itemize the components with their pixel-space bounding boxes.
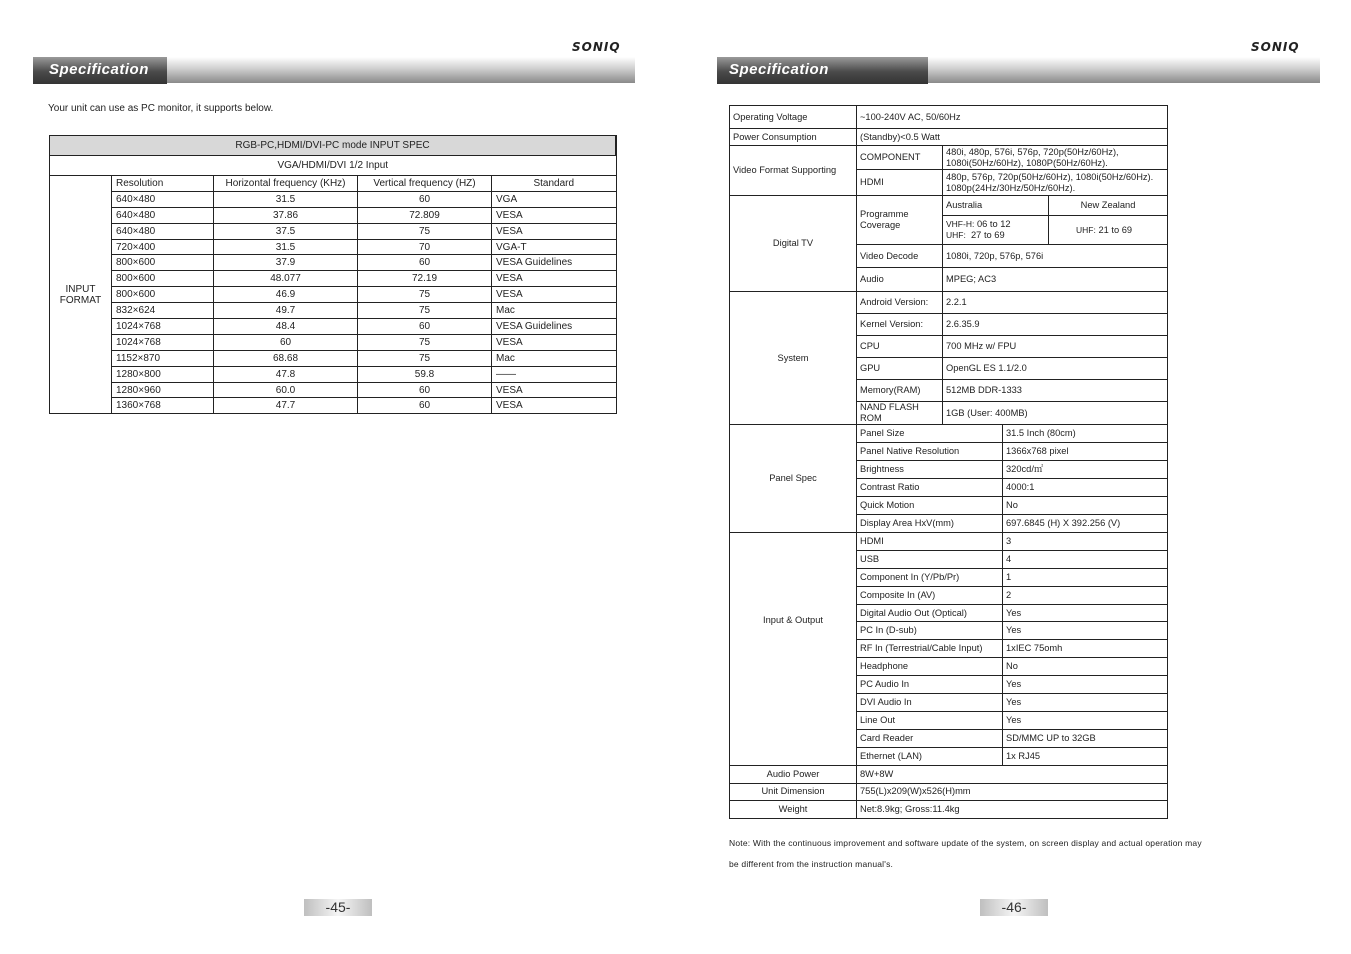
page-number-right: -46-	[980, 899, 1048, 916]
spec-sublabel: Brightness	[857, 461, 1003, 479]
table-row	[50, 223, 617, 239]
table-cell: 800×600	[112, 271, 214, 287]
spec-value: 1	[1003, 568, 1168, 586]
spec-sublabel: USB	[857, 550, 1003, 568]
spec-group-label: Panel Spec	[730, 425, 857, 533]
spec-sublabel: COMPONENT	[857, 146, 943, 170]
table-cell: VGA	[492, 191, 617, 207]
table-cell: 49.7	[214, 303, 358, 319]
spec-group-label: Audio Power	[730, 765, 857, 783]
spec-group-label: Weight	[730, 800, 857, 818]
section-title-left: Specification	[33, 57, 167, 84]
table-cell: 75	[358, 303, 492, 319]
spec-table	[729, 105, 1168, 819]
spec-value: No	[1003, 658, 1168, 676]
table-cell: 60	[358, 398, 492, 414]
spec-value: 512MB DDR-1333	[943, 380, 1168, 402]
spec-sublabel: DVI Audio In	[857, 694, 1003, 712]
note-text: be different from the instruction manual's.	[729, 859, 894, 869]
column-header: Standard	[492, 176, 617, 192]
table-row	[50, 382, 617, 398]
table-title: RGB-PC,HDMI/DVI-PC mode INPUT SPEC	[50, 136, 617, 156]
table-cell: 68.68	[214, 350, 358, 366]
spec-value: Net:8.9kg; Gross:11.4kg	[857, 800, 1168, 818]
spec-value: 1GB (User: 400MB)	[943, 402, 1168, 425]
spec-sublabel: PC In (D-sub)	[857, 622, 1003, 640]
spec-sublabel: Programme Coverage	[857, 196, 943, 245]
spec-label: Operating Voltage	[730, 106, 857, 129]
table-row	[50, 398, 617, 414]
spec-sublabel: Display Area HxV(mm)	[857, 515, 1003, 533]
spec-sublabel: Panel Size	[857, 425, 1003, 443]
table-cell: VESA Guidelines	[492, 255, 617, 271]
section-title-right: Specification	[717, 57, 928, 84]
au-vhf-range: 06 to 12	[976, 219, 1011, 229]
spec-value: 1366x768 pixel	[1003, 443, 1168, 461]
table-cell: VESA Guidelines	[492, 319, 617, 335]
table-cell: 75	[358, 334, 492, 350]
spec-sublabel: Audio	[857, 268, 943, 292]
spec-value: 697.6845 (H) X 392.256 (V)	[1003, 515, 1168, 533]
spec-value: Yes	[1003, 711, 1168, 729]
region-australia: Australia	[943, 196, 1049, 216]
table-subtitle: VGA/HDMI/DVI 1/2 Input	[50, 156, 617, 176]
spec-value: Yes	[1003, 622, 1168, 640]
table-cell: 70	[358, 239, 492, 255]
table-cell: ——	[492, 366, 617, 382]
spec-sublabel: GPU	[857, 358, 943, 380]
table-cell: 1360×768	[112, 398, 214, 414]
table-cell: 60	[358, 191, 492, 207]
spec-value: 2.2.1	[943, 292, 1168, 314]
spec-value: 2.6.35.9	[943, 314, 1168, 336]
au-uhf-range: 27 to 69	[971, 230, 1005, 240]
brand-logo-left: SONIQ	[572, 40, 621, 54]
table-cell: 640×480	[112, 191, 214, 207]
table-row	[50, 366, 617, 382]
table-cell: VESA	[492, 398, 617, 414]
table-cell: 75	[358, 287, 492, 303]
table-cell: 37.86	[214, 207, 358, 223]
table-cell: 60	[358, 382, 492, 398]
column-header: Resolution	[112, 176, 214, 192]
spec-row	[730, 425, 1168, 443]
table-row	[50, 319, 617, 335]
page-number-left: -45-	[304, 899, 372, 916]
table-cell: VESA	[492, 223, 617, 239]
spec-sublabel: Line Out	[857, 711, 1003, 729]
nz-channels	[1049, 216, 1168, 245]
spec-value: 1xIEC 75omh	[1003, 640, 1168, 658]
table-cell: VESA	[492, 334, 617, 350]
spec-sublabel: Digital Audio Out (Optical)	[857, 604, 1003, 622]
table-cell: VESA	[492, 382, 617, 398]
table-row	[50, 191, 617, 207]
spec-row	[730, 533, 1168, 551]
table-cell: 60.0	[214, 382, 358, 398]
spec-value: Yes	[1003, 604, 1168, 622]
spec-sublabel: Component In (Y/Pb/Pr)	[857, 568, 1003, 586]
spec-sublabel: RF In (Terrestrial/Cable Input)	[857, 640, 1003, 658]
vhf-prefix: VHF-H:	[946, 219, 975, 229]
spec-value: 700 MHz w/ FPU	[943, 336, 1168, 358]
spec-sublabel: CPU	[857, 336, 943, 358]
spec-sublabel: Video Decode	[857, 245, 943, 268]
table-cell: 47.8	[214, 366, 358, 382]
intro-text: Your unit can use as PC monitor, it supports below.	[48, 103, 274, 114]
table-cell: VGA-T	[492, 239, 617, 255]
spec-value: No	[1003, 497, 1168, 515]
table-cell: 832×624	[112, 303, 214, 319]
spec-value: 1x RJ45	[1003, 747, 1168, 765]
spec-sublabel: Panel Native Resolution	[857, 443, 1003, 461]
input-spec-table	[49, 135, 617, 414]
table-row	[50, 207, 617, 223]
spec-row	[730, 783, 1168, 800]
spec-label: Power Consumption	[730, 129, 857, 146]
table-cell: Mac	[492, 350, 617, 366]
table-cell: 800×600	[112, 255, 214, 271]
note-text: Note: With the continuous improvement and software update of the system, on screen display and actual operation may	[729, 838, 1202, 848]
spec-sublabel: HDMI	[857, 533, 1003, 551]
table-cell: 37.5	[214, 223, 358, 239]
table-cell: 1024×768	[112, 319, 214, 335]
table-cell: VESA	[492, 271, 617, 287]
spec-value: 480i, 480p, 576i, 576p, 720p(50Hz/60Hz), 1080i(50Hz/60Hz), 1080P(50Hz/60Hz).	[943, 146, 1168, 170]
brand-logo-right: SONIQ	[1251, 40, 1300, 54]
table-cell: 800×600	[112, 287, 214, 303]
table-row	[50, 303, 617, 319]
table-row	[50, 271, 617, 287]
table-cell: Mac	[492, 303, 617, 319]
spec-sublabel: HDMI	[857, 170, 943, 196]
column-header: Horizontal frequency (KHz)	[214, 176, 358, 192]
spec-sublabel: Composite In (AV)	[857, 586, 1003, 604]
table-cell: 48.4	[214, 319, 358, 335]
spec-value: OpenGL ES 1.1/2.0	[943, 358, 1168, 380]
spec-value: 4000:1	[1003, 479, 1168, 497]
spec-sublabel: Android Version:	[857, 292, 943, 314]
spec-value: 320cd/㎡	[1003, 461, 1168, 479]
table-cell: 720×400	[112, 239, 214, 255]
column-header: Vertical frequency (HZ)	[358, 176, 492, 192]
spec-value: Yes	[1003, 694, 1168, 712]
table-cell: 640×480	[112, 223, 214, 239]
spec-value: 755(L)x209(W)x526(H)mm	[857, 783, 1168, 800]
spec-group-label: Unit Dimension	[730, 783, 857, 800]
region-new-zealand: New Zealand	[1049, 196, 1168, 216]
spec-group-label: Digital TV	[730, 196, 857, 292]
spec-sublabel: PC Audio In	[857, 676, 1003, 694]
table-cell: 46.9	[214, 287, 358, 303]
spec-sublabel: Ethernet (LAN)	[857, 747, 1003, 765]
spec-value: 4	[1003, 550, 1168, 568]
table-cell: 640×480	[112, 207, 214, 223]
table-row	[50, 255, 617, 271]
spec-sublabel: Contrast Ratio	[857, 479, 1003, 497]
spec-sublabel: NAND FLASH ROM	[857, 402, 943, 425]
spec-label: Video Format Supporting	[730, 146, 857, 196]
spec-value: 8W+8W	[857, 765, 1168, 783]
spec-sublabel: Kernel Version:	[857, 314, 943, 336]
table-cell: 1280×800	[112, 366, 214, 382]
table-cell: 1280×960	[112, 382, 214, 398]
table-cell: 75	[358, 223, 492, 239]
spec-value: ~100-240V AC, 50/60Hz	[857, 106, 1168, 129]
table-cell: 60	[358, 319, 492, 335]
spec-value: Yes	[1003, 676, 1168, 694]
nz-uhf-range: 21 to 69	[1098, 224, 1133, 235]
table-cell: 47.7	[214, 398, 358, 414]
table-row	[50, 350, 617, 366]
spec-group-label: System	[730, 292, 857, 425]
table-cell: 60	[358, 255, 492, 271]
uhf-prefix: UHF:	[946, 230, 966, 240]
spec-sublabel: Memory(RAM)	[857, 380, 943, 402]
table-cell: 48.077	[214, 271, 358, 287]
table-cell: 31.5	[214, 239, 358, 255]
spec-row	[730, 765, 1168, 783]
table-cell: 72.809	[358, 207, 492, 223]
table-cell: 59.8	[358, 366, 492, 382]
spec-row	[730, 800, 1168, 818]
uhf-prefix: UHF:	[1076, 224, 1096, 235]
spec-row	[730, 292, 1168, 314]
spec-value: 2	[1003, 586, 1168, 604]
table-cell: 1024×768	[112, 334, 214, 350]
table-cell: VESA	[492, 207, 617, 223]
table-row	[50, 287, 617, 303]
table-cell: 72.19	[358, 271, 492, 287]
spec-value: MPEG; AC3	[943, 268, 1168, 292]
table-row	[50, 239, 617, 255]
table-cell: VESA	[492, 287, 617, 303]
spec-sublabel: Card Reader	[857, 729, 1003, 747]
table-cell: 37.9	[214, 255, 358, 271]
spec-value: 1080i, 720p, 576p, 576i	[943, 245, 1168, 268]
table-cell: 75	[358, 350, 492, 366]
spec-value: 480p, 576p, 720p(50Hz/60Hz), 1080i(50Hz/60Hz). 1080p(24Hz/30Hz/50Hz/60Hz).	[943, 170, 1168, 196]
spec-value: (Standby)<0.5 Watt	[857, 129, 1168, 146]
table-cell: 1152×870	[112, 350, 214, 366]
spec-sublabel: Headphone	[857, 658, 1003, 676]
spec-sublabel: Quick Motion	[857, 497, 1003, 515]
spec-group-label: Input & Output	[730, 533, 857, 766]
au-channels	[943, 216, 1049, 245]
table-cell: 31.5	[214, 191, 358, 207]
spec-value: SD/MMC UP to 32GB	[1003, 729, 1168, 747]
spec-value: 3	[1003, 533, 1168, 551]
spec-value: 31.5 Inch (80cm)	[1003, 425, 1168, 443]
row-group-label: INPUT FORMAT	[50, 176, 112, 414]
table-cell: 60	[214, 334, 358, 350]
table-row	[50, 334, 617, 350]
